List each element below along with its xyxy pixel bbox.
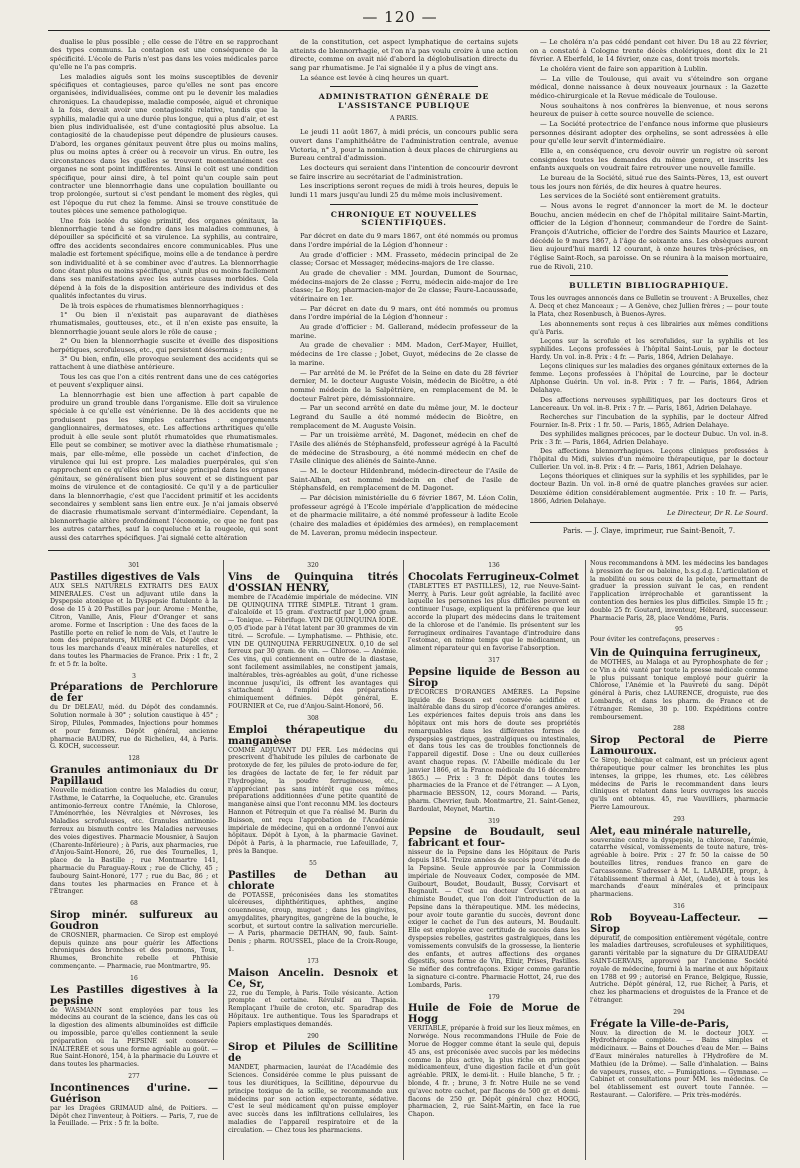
news-paragraph: Au grade de chevalier : MM. Jourdan, Dumont de Sournac, médecins-majors de 2e classe ; Ferru, médecin aide-major de 1re classe; Le Roy, pharmacien-major de 2e classe; Faure-Lacaussade, vétérinaire en 1er. [290,269,518,304]
ad-heading: Les Pastilles digestives à la pepsine [50,984,218,1007]
ad-text: souveraine contre la dyspepsie, la chlorose, l'anémie, catarrhe vésical, vomissements de toute nature, très-agréable à boire. Prix : 27 fr. 50 la caisse de 50 bouteilles litres, rendues franco en gare de Carcassonne. S'adresser à M. L. LABADIE, propr., à l'établissement thermal à Alet, (Aude), et à tous les marchands d'eaux minérales et principaux pharmaciens. [590,836,768,899]
news-paragraph: — Nous avons le regret d'annoncer la mort de M. le docteur Bouchu, ancien médecin en chef de l'hôpital militaire Saint-Martin, officier de la Légion d'honneur, commandeur de l'ordre de Saint-François d'Autriche, officier de l'ordre des Saints Maurice et Lazare, décédé le 9 mars 1867, à l'âge de soixante ans. Les obsèques auront lieu aujourd'hui mardi 12 courant, à onze heures très-précises, en l'église Saint-Roch, sa paroisse. On se réunira à la maison mortuaire, rue de Rivoli, 210. [530,202,768,271]
advertisement [590,626,768,644]
news-paragraph: — M. le docteur Hildenbrand, médecin-directeur de l'Asile de Saint-Alban, est nommé médecin en chef de l'asile de Stéphansfeld, en remplacement de M. Dagonet. [290,466,518,493]
ad-text: nisseur de la Pepsine dans les Hôpitaux de Paris depuis 1854. Treize années de succès pour l'étude de la Pepsine. Seule approuvée par la Commission impériale de Nouveaux Codex, composée de MM. Guibourt, Boudet, Boudault, Bussy, Corvisart et Regnault. — C'est au docteur Corvisart et au chimiste Boudet, que l'on doit l'introduction de la Pepsine dans la thérapeutique. MM. les médecins, pour avoir toute garantie du succès, devront donc exiger le cachet de l'un des auteurs, M. Boudault. Elle est employée avec certitude de succès dans les dyspepsies rebelles, gastrites gastralgiques, dans les vomissements convulsifs de la grossesse, la lienterie des enfants, et autres affections des organes digestifs, sous forme de Vin, Elixir, Prises, Pastilles. Se méfier des contrefaçons. Exiger comme garantie la signature ci-contre. Pharmacie Hottot, 24, rue des Lombards, Paris. [408,849,580,989]
column-1 [50,38,278,543]
article-paragraph: 2° Ou bien la blennorrhagie suscite et éveille des dispositions herpétiques, scrofuleuses, etc., qui persistent désormais ; [50,337,278,354]
ads-separator [403,560,404,1160]
ad-heading: Sirop Pectoral de Pierre Lamouroux. [590,735,768,758]
ad-number: 293 [673,815,685,823]
top-rule [48,30,770,31]
notice-paragraph: Les inscriptions seront reçues de midi à trois heures, depuis le lundi 11 mars jusqu'au lundi 25 du même mois inclusivement. [290,182,518,199]
news-paragraph: — Par un second arrêté en date du même jour, M. le docteur Legrand du Saulle a été nommé médecin de Bicêtre, en remplacement de M. Auguste Voisin. [290,404,518,430]
ad-text: Nouv. la direction de M. le docteur JOLY. — Hydrothérapie complète. — Bains simples et médicinaux. — Bains et Douches d'eau de Mer. — Bains d'Eaux minérales naturelles à l'Hydrofère de M. Mathieu (de la Drôme). — Salle d'inhalation. — Bains de vapeurs, russes, etc. — Fumigations. — Gymnase. — Cabinet et consultations pour MM. les médecins. Ce bel établissement est ouvert toute l'année. — Restaurant. — Calorifère. — Prix très-modérés. [590,1029,768,1100]
advertisement [228,715,398,856]
ad-number: 55 [309,859,317,867]
ads-separator [585,560,586,1160]
ad-number: 179 [488,993,500,1001]
advertisement [50,975,218,1069]
ad-text: du Dr DELEAU, méd. du Dépôt des condamnés. Solution normale à 30° ; solution caustique à 45° ; Sirop, Pilules, Pommades, Injections pour hommes et pour femmes. Dépôt général, ancienne pharmacie BAUDRY, rue de Richelieu, 44, à Paris. G. KOCH, successeur. [50,704,218,751]
ad-heading: Alet, eau minérale naturelle, [590,825,752,837]
ad-heading: Pepsine de Boudault, seul fabricant et four- [408,827,580,850]
advertisement [50,1073,218,1128]
news-paragraph: — La ville de Toulouse, qui avait vu s'éteindre son organe médical, donne naissance à deux nouveaux journaux : la Gazette médico-chirurgicale et la Revue médicale de Toulouse. [530,74,768,101]
ad-text: de CROSNIER, pharmacien. Ce Sirop est employé depuis quinze ans pour guérir les Affections chroniques des bronches et des poumons, Toux, Rhumes, Bronchite rebelle et Phthisie commençante. — Pharmacie, rue Montmartre, 95. [50,931,218,971]
ad-text: VÉRITABLE, préparée à froid sur les lieux mêmes, en Norwége. Nous recommandons l'Huile de Foie de Morue de Hogger comme étant la seule qui, depuis 45 ans, est préconisée avec succès par les médecins comme la plus active, la plus riche en principes médicamenteux, d'une digestion facile et d'un goût agréable. PRIX, le demi-lit. : Huile blanche, 5 fr. ; blonde, 4 fr. ; brune, 3 fr. Notre Huile ne se vend qu'avec notre cachet, par flacons de 500 gr. et demi-flacons de 250 gr. Dépôt général chez HOGG, pharmacien, 2, rue Saint-Martin, en face la rue Chapon. [408,1025,580,1119]
biblio-entry: Les abonnements sont reçus à ces librairies aux mêmes conditions qu'à Paris. [530,319,768,336]
news-paragraph: Au grade d'officier : M. Gallerand, médecin professeur de la marine. [290,323,518,340]
ad-heading: Frégate la Ville-de-Paris, [590,1018,730,1030]
ad-text: AUX SELS NATURELS EXTRAITS DES EAUX MINÉRALES. C'est un adjuvant utile dans la Dyspepsie atonique et la Dyspepsie flatulente à la dose de 15 à 20 Pastilles par jour. Arome : Menthe, Citron, Vanille, Anis, Fleur d'Oranger et sans arome. Forme et Inscription : Une des faces de la Pastille porte en relief le nom de Vals, et l'autre le nom des préparateurs, MURE et Ce. Dépôt chez tous les marchands d'eaux minérales naturelles, et dans toutes les Pharmacies de France. Prix : 1 fr., 2 fr. et 5 fr. la boîte. [50,582,218,668]
ad-text: Pour éviter les contrefaçons, preserves : [590,636,720,644]
article-paragraph: Tous les cas que l'on a cités rentrent dans une de ces catégories et peuvent s'expliquer ainsi. [50,372,278,390]
article-paragraph: Les maladies aiguës sont les moins susceptibles de devenir spécifiques et contagieuses, parce qu'elles ne sont pas encore organisées, individualisées, comme ont pu le devenir les maladies chroniques. La chaudepisse, maladie composée, aiguë et chronique à la fois, devait avoir une contagiosité relative, tandis que la syphilis, maladie qui a une durée plus longue, qui a plus d'air, et est bien plus individualisée, est d'une contagiosité plus absolue. La contagiosité de la chaudepisse peut dépendre de plusieurs causes. D'abord, les organes génitaux peuvent être plus ou moins malins, plus ou moins aptes à créer ou à recevoir un virus. En outre, les circonstances dans les quelles se trouvent momentanément ces organes ne sont point indifférentes. Ainsi le coït est une condition spécifique, pour ainsi dire, à tel point qu'un couple sain peut contracter une blennorrhagie dans une copulation bouillante ou trop prolongée, surtout si c'est pendant le moment des règles, qui est l'époque du rut chez la femme. Ainsi se trouve constituée de toutes pièces une semence pathologique. [50,72,278,216]
news-paragraph: — Par décret en date du 9 mars, ont été nommés ou promus dans l'ordre impérial de la Légion d'honneur : [290,304,518,322]
ad-number: 136 [488,562,500,569]
advertisement [590,648,768,721]
advertisement [408,818,580,990]
article-paragraph: 1° Ou bien il n'existait pas auparavant de diathèses rhumatismales, goutteuses, etc., et il n'en existe pas ensuite, la blennorrhagie jouant seule alors le rôle de cause ; [50,311,278,336]
biblio-entry: Des affections blennorrhagiques. Leçons cliniques professées à l'hôpital du Midi, suivies d'un mémoire thérapeutique, par le docteur Cullerier. Un vol. in-8. Prix : 4 fr. — Paris, 1861, Adrien Delahaye. [530,447,768,472]
ad-number: 68 [130,900,138,908]
ad-heading: Chocolats Ferrugineux-Colmet [408,571,580,583]
ad-number: 301 [128,562,140,569]
biblio-entry: Des affections nerveuses syphilitiques, par les docteurs Gros et Lancereaux. Un vol. in-8. Prix : 7 fr. — Paris, 1861, Adrien Delahaye. [530,395,768,412]
advertisement [50,755,218,896]
ad-number: 294 [673,1008,685,1016]
biblio-entry: Recherches sur l'incubation de la syphilis, par le docteur Alfred Fournier. In-8. Prix : 1 fr. 50. — Paris, 1865, Adrien Delahaye. [530,412,768,429]
advertisement [50,562,218,669]
ad-number: 128 [128,755,140,763]
advertisement [50,900,218,971]
news-paragraph: — Par un troisième arrêté, M. Dagonet, médecin en chef de l'Asile des aliénés de Stéphansfeld, professeur agrégé à la Faculté de médecine de Strasbourg, a été nommé médecin en chef de l'Asile clinique des aliénés de Sainte-Anne. [290,431,518,466]
news-paragraph: Elle a, en conséquence, cru devoir ouvrir un registre où seront consignées toutes les demandes du même genre, et inscrits les enfants auxquels on voudrait faire retrouver une nouvelle famille. [530,147,768,173]
ad-heading: Maison Ancelin. Desnoix et Ce, Sr, [228,967,398,990]
ad-heading: Huile de Foie de Morue de Hogg [408,1003,580,1026]
advertisement [408,562,580,653]
ad-text: de POTASSE, préconisées dans les stomatites ulcéreuses, diphthéritiques, aphthes, angine couenneuse, croup, muguet ; dans les gingivites, amygdalites, pharyngites, gangrène de la bouche, le scorbut, et surtout contre la salivation mercurielle. — A Paris, pharmacie DETHAN, 90, faub. Saint-Denis ; pharm. ROUSSEL, place de la Croix-Rouge, 1. [228,891,398,954]
ads-rule [48,550,770,551]
ad-text: COMME ADJUVANT DU FER. Les médecins qui prescrivent d'habitude les pilules de carbonate de protoxyde de fer, les pilules de proto-iodure de fer, les dragées de lactate de fer, le fer réduit par l'hydrogène, la poudre ferrugineuse, etc., n'appréciant pas sans intérêt que ces mêmes préparations additionnées d'une petite quantité de manganèse ainsi que l'ont reconnu MM. les docteurs Hannon et Pétrequin et que l'a réalisé M. Burin du Buisson, ont reçu l'approbation de l'Académie impériale de médecine, qui en a ordonné l'envoi aux hôpitaux. Dépôt à Lyon, à la pharmacie Gavinet. Dépôt à Paris, à la pharmacie, rue Lafeuillade, 7, près la Banque. [228,746,398,855]
biblio-entry: Des syphilides malignes précoces, par le docteur Dubuc. Un vol. in-8. Prix : 3 fr. — Paris, 1864, Adrien Delahaye. [530,429,768,447]
advertisement [590,725,768,811]
ads-separator [223,560,224,1160]
admin-subtitle: A PARIS. [389,115,419,123]
ad-heading: Pastilles digestives de Vals [50,571,200,583]
news-paragraph: — La Société protectrice de l'enfance nous informe que plusieurs personnes désirant adopter des orphelins, se sont adressées à elle pour qu'elle leur servît d'intermédiaire. [530,120,768,146]
ad-heading: Pepsine liquide de Besson au Sirop [408,666,580,689]
ad-number: 95 [675,626,683,634]
ad-heading: Granules antimoniaux du Dr Papillaud [50,764,218,787]
biblio-entry: Leçons sur la scrofule et les scrofulides, sur la syphilis et les syphilides. Leçons professées à l'hôpital Saint-Louis, par le docteur Hardy. Un vol. in-8. Prix : 4 fr. — Paris, 1864, Adrien Delahaye. [530,336,768,362]
ad-number: 290 [307,1032,319,1040]
advertisement [408,994,580,1119]
ad-number: 319 [488,817,500,825]
article-paragraph: 3° Ou bien, enfin, elle provoque seulement des accidents qui se rattachent à une diathèse antérieure. [50,355,278,372]
ad-text: Nouvelle médication contre les Maladies du cœur, l'Asthme, le Catarrhe, la Coqueluche, etc. Granules antimonio-ferreux contre l'Anémie, la Chlorose, l'Aménorrhée, les Névralgies et Névroses, les Maladies scrofuleuses, etc. Granules antimonio-ferreux au bismuth contre les Maladies nerveuses des voies digestives. Pharmacie Mousnier, à Saujon (Charente-Inférieure) ; à Paris, aux pharmacies, rue d'Anjou-Saint-Honoré, 26, rue des Tournelles, 1, place de la Bastille ; rue Montmartre 141, pharmacie du Paraguay-Roux ; rue de Clichy, 45 ; faubourg Saint-Honoré, 177 ; rue du Bac, 86 ; et dans toutes les pharmacies en France et à l'Étranger. [50,786,218,896]
ad-number: 277 [128,1073,140,1081]
article-paragraph: De là trois espèces de rhumatismes blennorrhagiques : [60,301,244,310]
news-paragraph: — Par arrêté de M. le Préfet de la Seine en date du 28 février dernier, M. le docteur Auguste Voisin, médecin de Bicêtre, a été nommé médecin de la Salpêtrière, en remplacement de M. le docteur Falret père, démissionnaire. [290,368,518,403]
advertisement [228,562,398,711]
ad-text: membre de l'Académie impériale de médecine. VIN DE QUINQUINA TITRÉ SIMPLE. Titrant 1 gram. d'alcaloïde et 15 gram. d'extractif par 1,000 gram. — Tonique. — Fébrifuge. VIN DE QUINQUINA IODÉ. 0,05 d'iode par à l'état latent par 30 grammes de vin titré. — Scrofule. — Lymphatisme. — Phthisie, etc. VIN DE QUINQUINA FERRUGINEUX. 0,10 de sel ferreux par 30 gram. de vin. — Chlorose. — Anémie. Ces vins, qui contiennent en outre de la diastase, sont facilement assimilables, ne constipent jamais, inaltérables, très-agréables au goût, d'une richesse inconnue jusqu'ici, ils offrent les avantages qui s'attachent à l'emploi des préparations chimiquement définies. Dépôt général, E. FOURNIER et Ce, rue d'Anjou-Saint-Honoré, 56. [228,593,398,710]
ad-text: Nous recommandons à MM. les médecins les bandages à pression de fer ou baleine, b.s.g.d.g. L'articulation et la mobilité ou sous ceux de la pelote, permettant de graduer la pression suivant le cas, en rendent l'application irréprochable et garantissent la contention des hernies les plus difficiles. Simple 15 fr. ; double 25 fr. Goutard, inventeur, Hébrard, successeur. Pharmacie Paris, 28, place Vendôme, Paris. [590,560,768,622]
news-paragraph: Par décret en date du 9 mars 1867, ont été nommés ou promus dans l'ordre impérial de la Légion d'honneur : [290,232,518,250]
ads-column-1 [50,560,218,1132]
article-paragraph: de la constitution, cet aspect lymphatique de certains sujets atteints de blennorrhagie, et l'on n'a pas voulu croire à une action directe, comme on avait nié d'abord la déglobulisation directe du sang par rhumatisme. Je l'ai signalée il y a plus de vingt ans. [290,38,518,73]
ad-number: 316 [673,902,685,910]
advertisement [228,1033,398,1135]
advertisement [408,657,580,814]
biblio-title: BULLETIN BIBLIOGRAPHIQUE. [569,281,729,291]
ad-heading: Vins de Quinquina titrés d'OSSIAN HENRY, [228,571,398,594]
ad-text: par les Dragées GRIMAUD aîné, de Poitiers. — Dépôt chez l'inventeur, à Poitiers. — Paris, 7, rue de la Feuillade. — Prix : 5 fr. la boîte. [50,1104,218,1128]
ad-number: 317 [488,656,500,664]
news-paragraph: Au grade de chevalier : MM. Madon, Cerf-Mayer, Huillet, médecins de 1re classe ; Jobet, Guyot, médecins de 2e classe de la marine. [290,341,518,367]
column-3 [530,38,768,536]
biblio-entry: Leçons cliniques sur les maladies des organes génitaux externes de la femme. Leçons professées à l'hôpital de Lourcine, par le docteur Alphonse Guérin. Un vol. in-8. Prix : 7 fr. — Paris, 1864, Adrien Delahaye. [530,362,768,395]
article-paragraph: La séance est levée à cinq heures un quart. [300,73,449,82]
ad-number: 288 [673,725,685,733]
ad-heading: Incontinences d'urine. — Guérison [50,1082,218,1105]
ad-number: 3 [132,672,136,680]
ad-text: 22, rue du Temple, à Paris. Toile vésicante. Action prompte et certaine. Révulsif au Thapsia. Remplaçant l'huile de croton, etc. Sparadrap des Hôpitaux. 1re authentique. Tous les Sparadraps et Papiers emplastiques demandés. [228,989,398,1028]
ad-text: MANDET, pharmacien, lauréat de l'Académie des Sciences. Considérée comme le plus puissant de tous les diurétiques, la Scillitine, dépourvue du principe toxique de la scille, se recommande aux médecins par son action expectorante, sédative. C'est le seul médicament qu'on puisse employer avec succès dans les infiltrations cellulaires, les maladies de l'appareil respiratoire et de la circulation. — Chez tous les pharmaciens. [228,1064,398,1134]
divider [530,522,768,523]
ad-heading: Sirop minér. sulfureux au Goudron [50,909,218,932]
column-2 [290,38,518,538]
divider [330,204,478,205]
advertisement [228,860,398,954]
ads-column-4 [590,560,768,1104]
ad-text: D'ÉCORCES D'ORANGES AMÈRES. La Pepsine liquide de Besson est conservée acidifiée et inaltérable dans du sirop d'écorce d'oranges amères. Les expériences faites depuis trois ans dans les hôpitaux ont mis hors de doute ses propriétés remarquables dans les différentes formes de dyspepsies gastriques, gastralgiques ou intestinales, et dans tous les cas de troubles fonctionnels de l'appareil digestif. Dose : Une ou deux cuillerées avant chaque repas. (V. l'Abeille médicale du 1er janvier 1866, et la France médicale du 16 décembre 1865.) — Prix : 3 fr. Dépôt dans toutes les pharmacies de la France et de l'étranger. — A Lyon, pharmacie BESSON, 12, cours Morand. — Paris, pharm. Chevrier, faub. Montmartre, 21. Saint-Genez, Bardoulat, Meynet, Martin. [408,688,580,813]
ad-text: de WASMANN sont employées par tous les médecins au courant de la science, dans les cas où la digestion des aliments albuminoïdes est difficile ou impossible, parce qu'elles contiennent la seule préparation où la PEPSINE soit conservée INALTÉRÉE et sous une forme agréable au goût. — Rue Saint-Honoré, 154, à la pharmacie du Louvre et dans toutes les pharmacies. [50,1006,218,1069]
admin-title: ADMINISTRATION GÉNÉRALE DE L'ASSISTANCE PUBLIQUE [318,92,490,111]
news-paragraph: Le bureau de la Société, situé rue des Saints-Pères, 13, est ouvert tous les jours non fériés, de dix heures à quatre heures. [530,174,768,191]
divider [330,86,478,87]
biblio-entry: Leçons théoriques et cliniques sur la syphilis et les syphilides, par le docteur Bazin. Un vol. in-8 orné de quatre planches gravées sur acier. Deuxième édition considérablement augmentée. Prix : 10 fr. — Paris, 1866, Adrien Delahaye. [530,472,768,505]
printer-line: Paris. — J. Claye, imprimeur, rue Saint-Benoît, 7. [562,526,736,535]
ad-heading: Rob Boyveau-Laffecteur. — Sirop [590,912,768,935]
news-paragraph: — Par décision ministérielle du 6 février 1867, M. Léon Colin, professeur agrégé à l'Ecole impériale d'application de médecine et de pharmacie militaire, a été nommé professeur à ladite Ecole (chaire des maladies et épidémies des armées), en remplacement de M. Laveran, promu médecin inspecteur. [290,493,518,537]
news-paragraph: Nous souhaitons à nos confrères la bienvenue, et nous serons heureux de puiser à cette source nouvelle de science. [530,101,768,119]
ad-text: Ce Sirop, béchique et calmant, est un précieux agent thérapeutique pour calmer les bronchites les plus intenses, la grippe, les rhumes, etc. Les célèbres médecins de Paris le recommandent dans leurs cliniques et relatent dans leurs ouvrages les succès qu'ils ont obtenus. 45, rue Vauvilliers, pharmacie Pierre Lamouroux. [590,757,768,811]
ad-heading: Pastilles de Dethan au chlorate [228,869,398,892]
news-paragraph: Au grade d'officier : MM. Frasseto, médecin principal de 2e classe; Corsac et Messager, médecins-majors de 1re classe. [290,250,518,268]
ad-heading: Emploi thérapeutique du manganèse [228,724,398,747]
chronique-title: CHRONIQUE ET NOUVELLES SCIENTIFIQUES. [330,209,478,228]
ad-number: 16 [130,974,138,982]
divider [570,275,728,276]
ad-heading: Vin de Quinquina ferrugineux, [590,647,761,659]
ads-column-3 [408,560,580,1123]
article-paragraph: La blennorrhagie est bien une affection à part capable de produire un grand trouble dans l'organisme. Elle doit sa virulence spéciale à ce qu'elle est vénérienne. De là des accidents que ne produisent pas les simples catarrhes : engorgements ganglionnaires, dermatoses, etc. Les affections arthritiques qu'elle produit à elle seule sont plutôt rhumatoïdes que rhumatismales. Elle peut se combiner, se motiver avec la diathèse rhumatismale ; mais, par elle-même, elle possède un cachet d'infection, de virulence qui lui est propre. Les maladies puerpérales, qui s'en rapprochent en ce qu'elles ont leur siége principal dans les organes génitaux, se généralisent bien plus souvent et se distinguent par moins de virulence et de contagiosité. Ce qu'il y a de particulier dans la blennorrhagie, c'est que l'accident primitif et les accidents secondaires y semblent sans lien entre eux. Je n'ai jamais observé de diacrasie rhumatismale servant d'intermédiaire. Cependant, la blennorrhagie altère profondément l'économie, ce que ne font pas les autres catarrhes, sauf la coqueluche et la rougeole, qui sont aussi des catarrhes spécifiques. J'ai signalé cette altération [50,390,278,542]
advertisement [228,958,398,1029]
notice-paragraph: Les docteurs qui seraient dans l'intention de concourir devront se faire inscrire au secrétariat de l'administration. [290,163,518,181]
advertisement [590,560,768,622]
ad-text: de MOTHES, au Malaga et au Pyrophosphate de fer ; ce Vin a été vanté par toute la presse médicale comme le plus puissant tonique employé pour guérir la Chlorose, l'Anémie et la Pauvreté du sang. Dépôt général à Paris, chez LAURENCE, droguiste, rue des Lombards, et dans les pharm. de France et de l'étranger. Remise, 30 p. 100. Expéditions contre remboursement. [590,658,768,721]
ad-number: 320 [307,562,319,569]
biblio-intro: Tous les ouvrages annoncés dans ce Bulletin se trouvent : A Bruxelles, chez A. Decq et chez Manceaux ; — A Genève, chez Jullien frères ; — pour toute la Plata, chez Rosenbusch, à Buenos-Ayres. [530,295,768,318]
advertisement [590,816,768,899]
advertisement [590,903,768,1005]
ad-text: (TABLETTES ET PASTILLES), 12, rue Neuve-Saint-Merry, à Paris. Leur goût agréable, la facilité avec laquelle les personnes les plus difficiles peuvent en continuer l'usage, expliquent la préférence que leur accorde la plupart des médecins dans le traitement de la chlorose et de l'anémie. Ils présentent sur les ferrugineux ordinaires l'avantage d'introduire dans l'estomac, en même temps que le médicament, un aliment réparateur qui en favorise l'absorption. [408,582,580,653]
article-paragraph: Une fois isolée du siége primitif, des organes génitaux, la blennorrhagie tend à se fondre dans les maladies communes, à dépouiller sa spécificité et sa virulence. La syphilis, au contraire, offre des accidents secondaires encore communicables. Plus une maladie est fortement spécifique, moins elle a de tendance à perdre son individualité et à se combiner avec d'autres. La blennorrhagie donc étant plus ou moins spécifique, s'unit plus ou moins facilement dans ses manifestations avec les autres causes morbides. Cela dépend à la fois de la disposition antérieure des individus et des qualités infectantes du virus. [50,216,278,301]
ad-number: 308 [307,714,319,722]
news-paragraph: — Le choléra n'a pas cédé pendant cet hiver. Du 18 au 22 février, on a constaté à Cologne trente décès cholériques, dont dix le 21 février. A Eberfeld, le 14 février, onze cas, dont trois mortels. [530,38,768,64]
ad-heading: Sirop et Pilules de Scillitine de [228,1042,398,1065]
news-paragraph: Le choléra vient de faire son apparition à Lublin. [540,65,708,74]
news-paragraph: Les services de la Société sont entièrement gratuits. [540,192,721,201]
ads-column-2 [228,560,398,1139]
page-number: — 120 — [362,8,438,26]
advertisement [50,673,218,752]
ad-number: 173 [307,957,319,965]
signature: Le Directeur, Dr R. Le Sourd. [667,508,768,517]
ad-text: dépuratif, de composition entièrement végétale, contre les maladies dartreuses, scrofuleuses et syphilitiques, garanti véritable par la signature du Dr GIRAUDEAU SAINT-GERVAIS, approuvé par l'ancienne Société royale de médecine, fourni à la marine et aux hôpitaux en 1788 et 99 ; autorisé en France, Belgique, Russie, Autriche. Dépôt général, 12, rue Richer, à Paris, et chez les pharmaciens et droguistes de la France et de l'étranger. [590,934,768,1005]
advertisement [590,1009,768,1100]
ad-heading: Préparations de Perchlorure de fer [50,682,218,705]
notice-paragraph: Le jeudi 11 août 1867, à midi précis, un concours public sera ouvert dans l'amphithéâtre de l'administration centrale, avenue Victoria, n° 3, pour la nomination à deux places de chirurgiens au Bureau central d'admission. [290,128,518,163]
article-paragraph: dualise le plus possible ; elle cesse de l'être en se rapprochant des types communs. La contagion est une conséquence de la spécificité. L'école de Paris n'est pas dans les voies médicales parce qu'elle ne l'a pas compris. [50,38,278,72]
